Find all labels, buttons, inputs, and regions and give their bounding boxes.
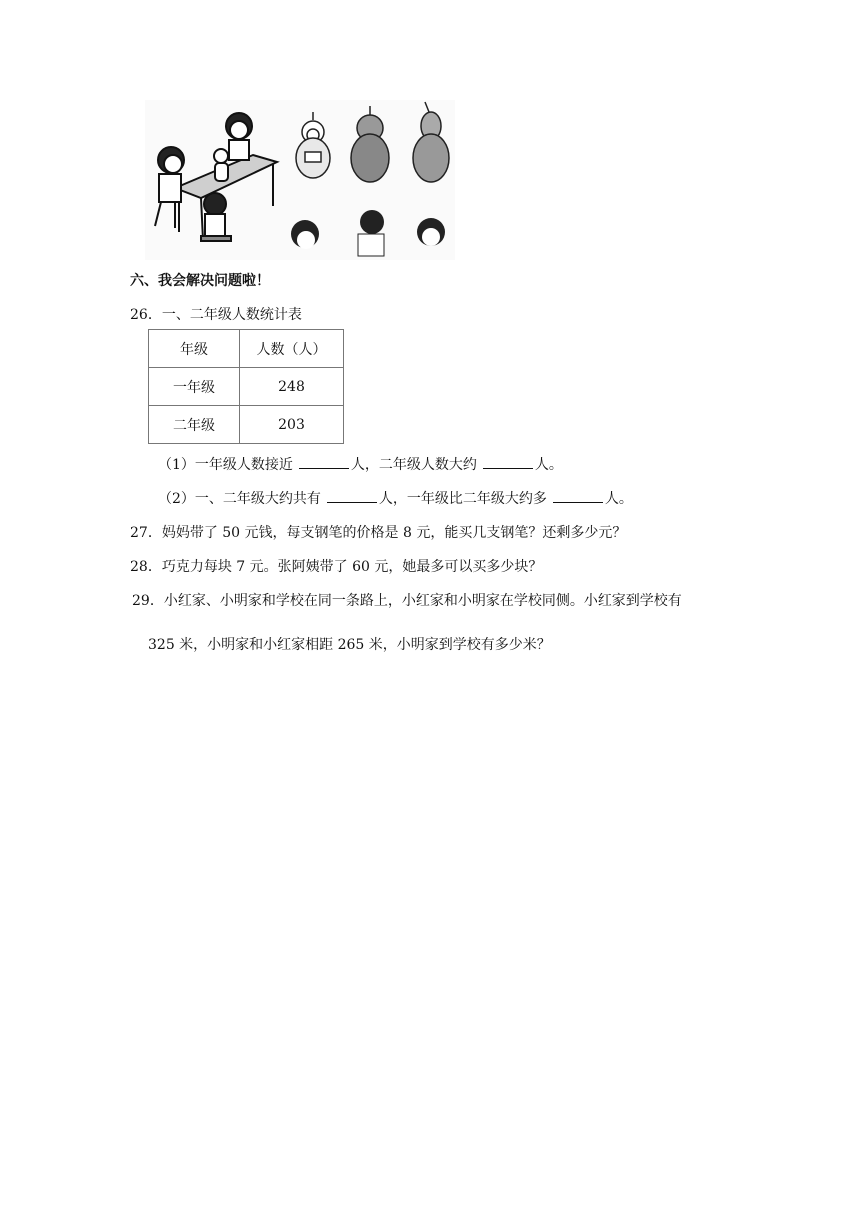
part-2-suffix: 人。 (604, 491, 633, 507)
table-cell: 一年级 (149, 368, 240, 406)
answer-blank[interactable] (483, 456, 533, 469)
head-view-3 (417, 218, 445, 246)
table-cell: 248 (240, 368, 344, 406)
answer-blank[interactable] (327, 490, 377, 503)
table-header-row (149, 330, 344, 368)
question-26-part-1 (158, 454, 563, 474)
question-29-line-1: 29．小红家、小明家和学校在同一条路上，小红家和小明家在学校同侧。小红家到学校有 (132, 593, 682, 609)
header-cell: 年级 (149, 330, 240, 368)
part-2-middle: 人，一年级比二年级大约多 (378, 491, 547, 507)
part-1-prefix: （1）一年级人数接近 (158, 457, 293, 473)
problem-illustration (145, 100, 455, 260)
table-cell: 二年级 (149, 406, 240, 444)
section-heading: 六、我会解决问题啦！ (130, 273, 270, 289)
header-cell: 人数（人） (240, 330, 344, 368)
table-row (149, 406, 344, 444)
question-29-line-2: 325 米，小明家和小红家相距 265 米，小明家到学校有多少米？ (148, 637, 551, 653)
part-1-middle: 人，二年级人数大约 (350, 457, 477, 473)
answer-blank[interactable] (299, 456, 349, 469)
question-28: 28．巧克力每块 7 元。张阿姨带了 60 元，她最多可以买多少块？ (130, 559, 543, 575)
question-26-part-2 (158, 488, 633, 508)
answer-blank[interactable] (553, 490, 603, 503)
question-27: 27．妈妈带了 50 元钱，每支钢笔的价格是 8 元，能买几支钢笔？还剩多少元？ (130, 525, 627, 541)
part-1-suffix: 人。 (534, 457, 563, 473)
grade-stats-table (148, 329, 344, 444)
part-2-prefix: （2）一、二年级大约共有 (158, 491, 321, 507)
table-row (149, 368, 344, 406)
table-cell: 203 (240, 406, 344, 444)
question-26-title: 26．一、二年级人数统计表 (130, 307, 302, 323)
